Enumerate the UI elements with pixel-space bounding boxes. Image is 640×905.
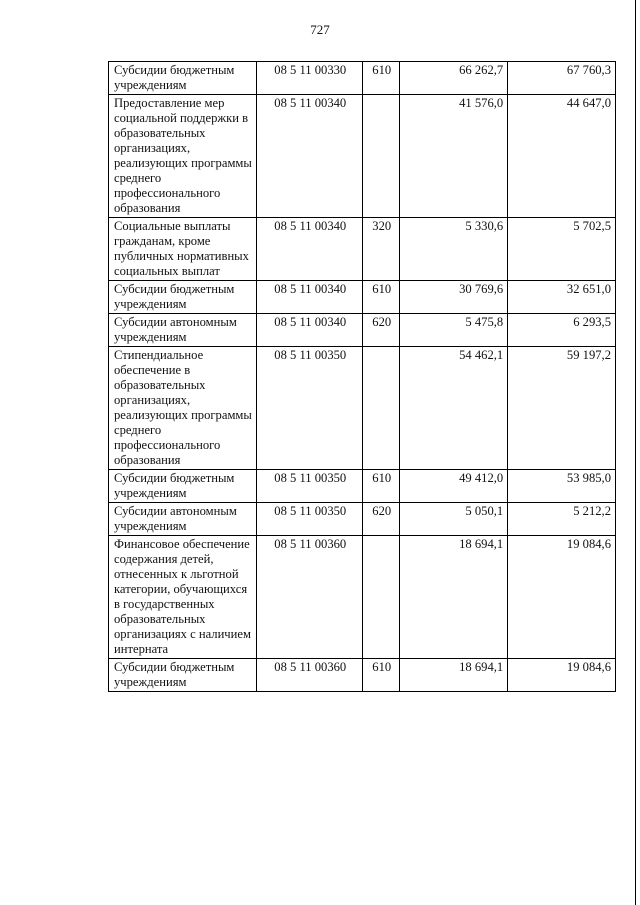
page-edge-line [635, 0, 636, 905]
row-name: Предоставление мер социальной поддержки в образовательных организациях, реализующих программы среднего профессионального образования [109, 95, 257, 218]
row-sum-2: 32 651,0 [508, 281, 616, 314]
table-row [109, 470, 616, 503]
table-row [109, 281, 616, 314]
row-code: 08 5 11 00350 [257, 347, 363, 470]
row-code: 08 5 11 00340 [257, 281, 363, 314]
row-sum-2: 67 760,3 [508, 62, 616, 95]
table-row [109, 95, 616, 218]
row-sum-1: 41 576,0 [400, 95, 508, 218]
row-sum-2: 19 084,6 [508, 659, 616, 692]
row-sum-1: 18 694,1 [400, 536, 508, 659]
table-row [109, 347, 616, 470]
row-sum-1: 54 462,1 [400, 347, 508, 470]
budget-table [108, 61, 616, 692]
row-code: 08 5 11 00350 [257, 470, 363, 503]
row-code: 08 5 11 00330 [257, 62, 363, 95]
row-name: Субсидии бюджетным учреждениям [109, 62, 257, 95]
row-name: Стипендиальное обеспечение в образовательных организациях, реализующих программы среднего профессионального образования [109, 347, 257, 470]
table-row [109, 62, 616, 95]
row-code: 08 5 11 00360 [257, 536, 363, 659]
row-sum-1: 5 330,6 [400, 218, 508, 281]
row-code: 08 5 11 00340 [257, 95, 363, 218]
row-sum-2: 59 197,2 [508, 347, 616, 470]
row-sum-1: 30 769,6 [400, 281, 508, 314]
row-vr: 320 [363, 218, 400, 281]
row-name: Субсидии бюджетным учреждениям [109, 470, 257, 503]
row-sum-1: 5 050,1 [400, 503, 508, 536]
row-sum-2: 6 293,5 [508, 314, 616, 347]
table-row [109, 503, 616, 536]
row-name: Финансовое обеспечение содержания детей, отнесенных к льготной категории, обучающихся в государственных образовательных организациях с наличием интерната [109, 536, 257, 659]
row-name: Субсидии автономным учреждениям [109, 503, 257, 536]
row-sum-1: 18 694,1 [400, 659, 508, 692]
row-sum-2: 5 702,5 [508, 218, 616, 281]
row-code: 08 5 11 00360 [257, 659, 363, 692]
row-name: Субсидии автономным учреждениям [109, 314, 257, 347]
row-vr [363, 536, 400, 659]
row-code: 08 5 11 00340 [257, 314, 363, 347]
row-name: Социальные выплаты гражданам, кроме публичных нормативных социальных выплат [109, 218, 257, 281]
page-number: 727 [310, 22, 330, 37]
row-sum-2: 19 084,6 [508, 536, 616, 659]
row-sum-1: 5 475,8 [400, 314, 508, 347]
row-vr: 610 [363, 62, 400, 95]
row-name: Субсидии бюджетным учреждениям [109, 281, 257, 314]
row-name: Субсидии бюджетным учреждениям [109, 659, 257, 692]
table-row [109, 218, 616, 281]
row-sum-1: 49 412,0 [400, 470, 508, 503]
row-vr [363, 95, 400, 218]
row-vr [363, 347, 400, 470]
row-vr: 620 [363, 314, 400, 347]
row-code: 08 5 11 00350 [257, 503, 363, 536]
row-vr: 610 [363, 281, 400, 314]
row-code: 08 5 11 00340 [257, 218, 363, 281]
table-row [109, 659, 616, 692]
row-sum-2: 44 647,0 [508, 95, 616, 218]
row-sum-1: 66 262,7 [400, 62, 508, 95]
row-vr: 610 [363, 659, 400, 692]
table-row [109, 536, 616, 659]
row-sum-2: 53 985,0 [508, 470, 616, 503]
row-vr: 620 [363, 503, 400, 536]
row-sum-2: 5 212,2 [508, 503, 616, 536]
row-vr: 610 [363, 470, 400, 503]
table-row [109, 314, 616, 347]
